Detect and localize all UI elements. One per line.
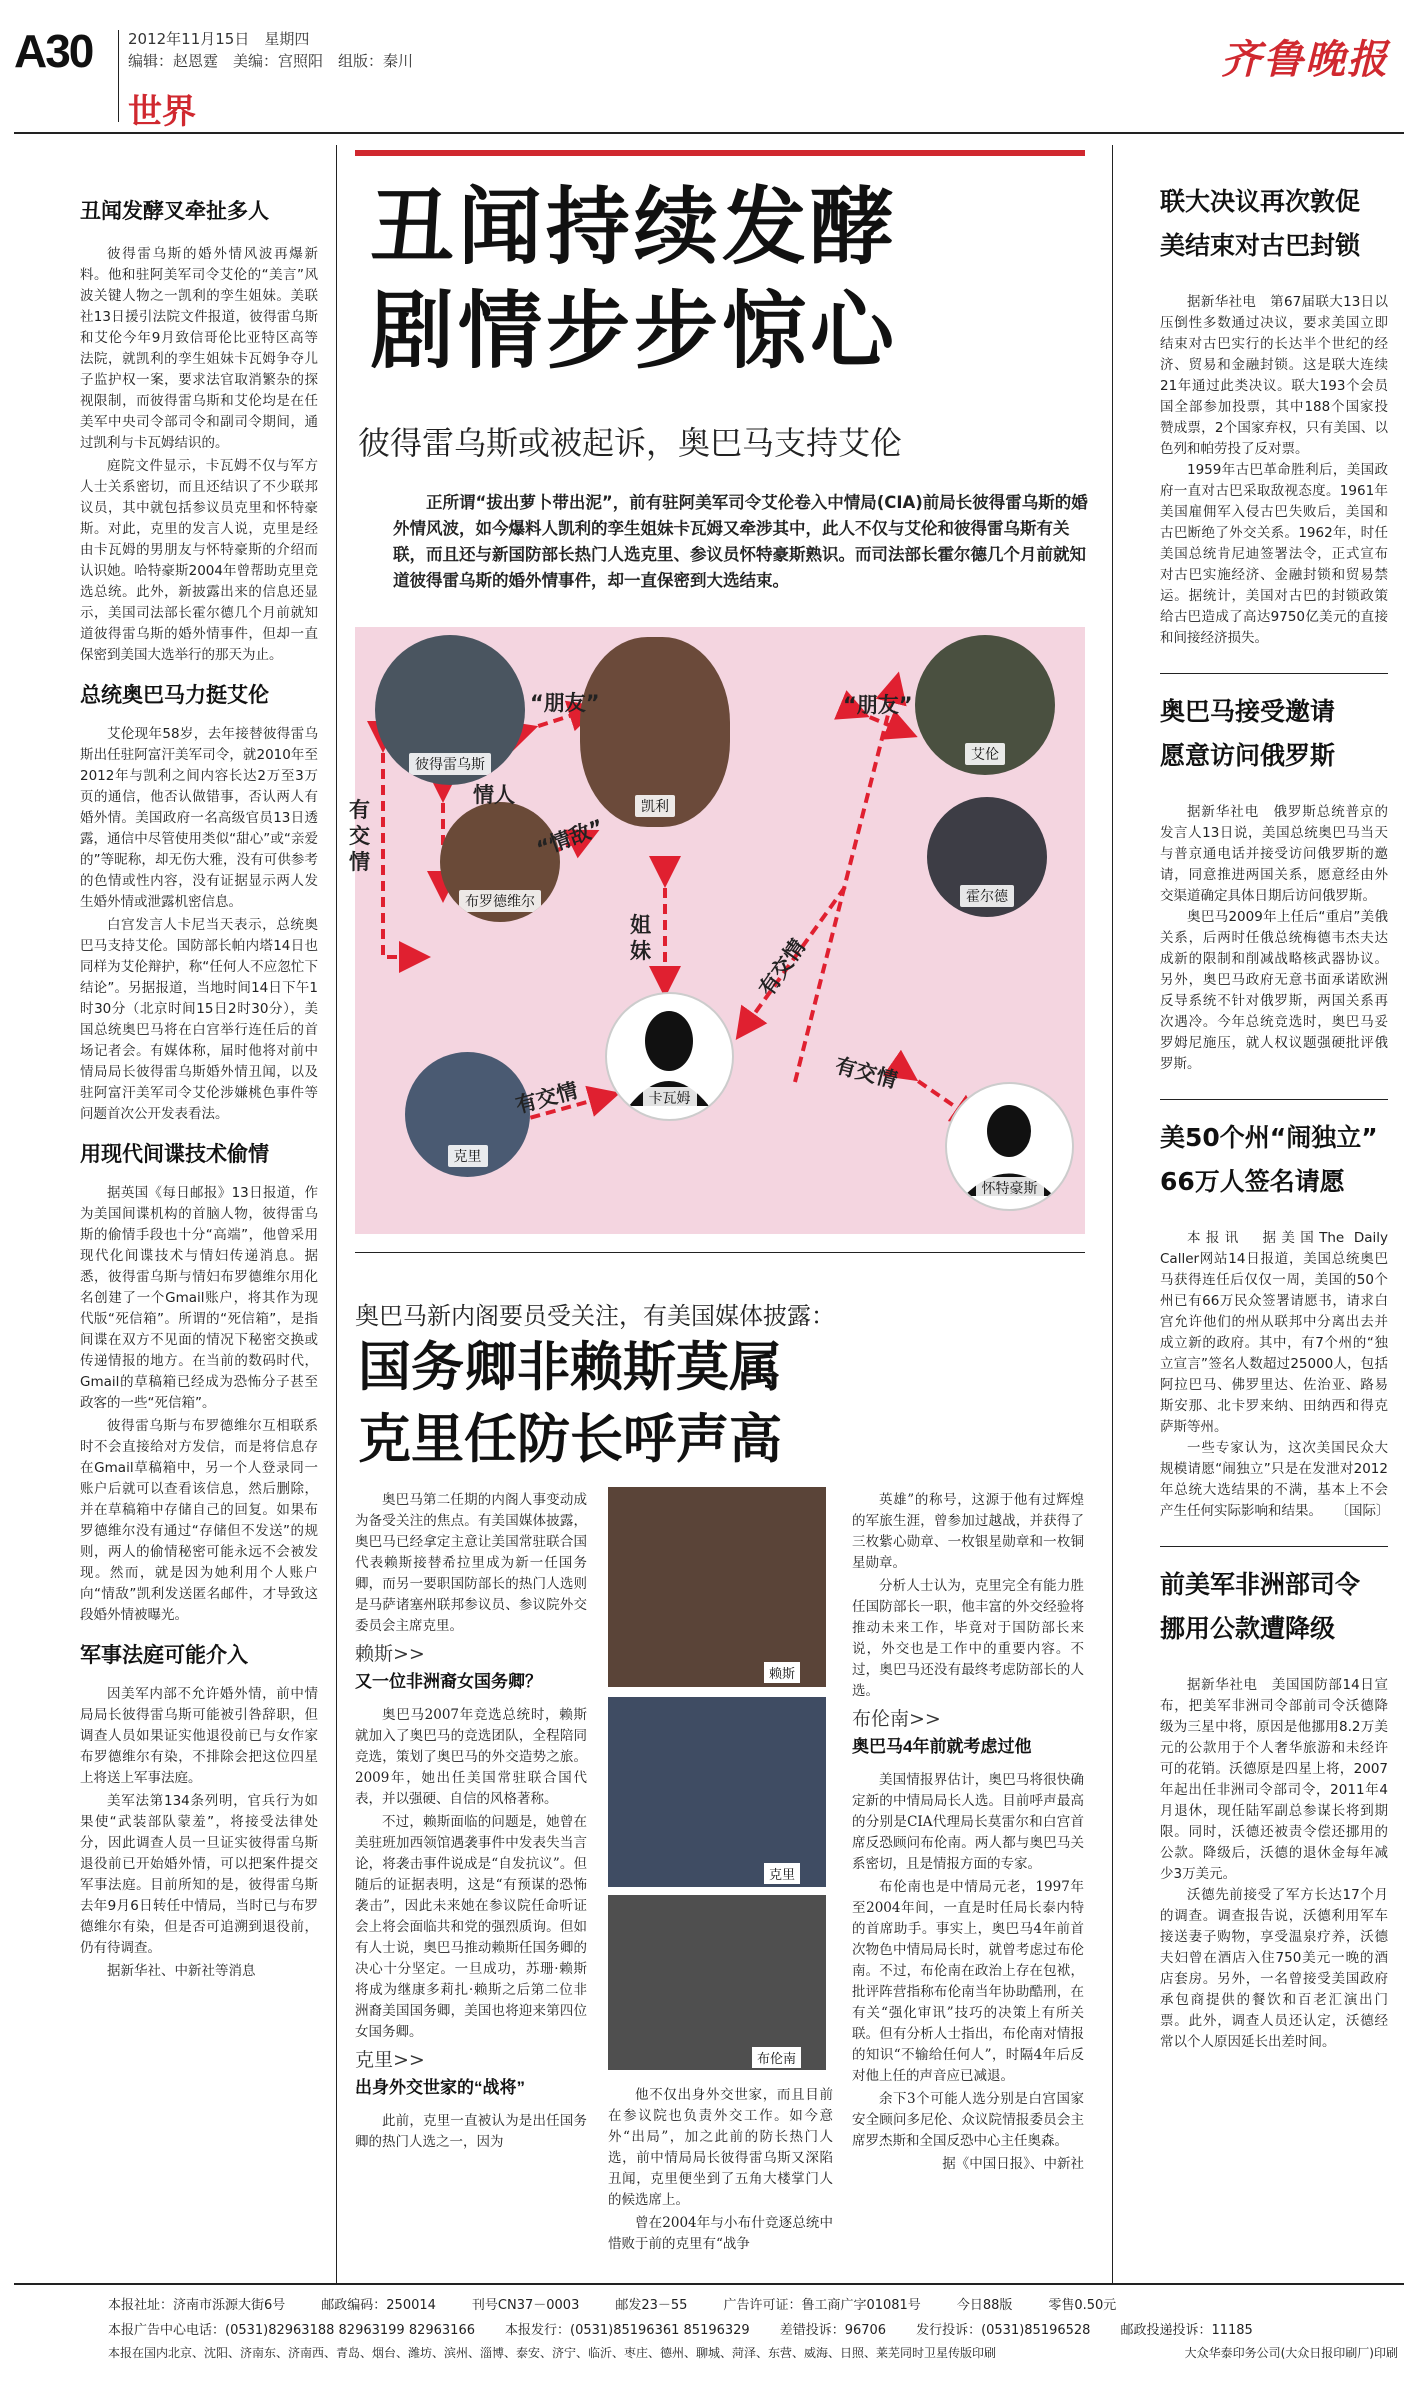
story2-headline [358, 1332, 782, 1476]
portrait-kerry [405, 1052, 530, 1177]
photo-brennan [608, 1895, 826, 2070]
story2-source: 据《中国日报》、中新社 [942, 2156, 1084, 2172]
story2-paragraph: 布伦南也是中情局元老，1997年至2004年间，一直是时任局长泰内特的首席助手。事实上，奥巴马4年前首次物色中情局局长时，就曾考虑过布伦南。不过，布伦南在政治上存在包袱，批评阵营指称布伦南当年协助酷刑，在有关“强化审讯”技巧的决策上有所关联。但有分析人士指出，布伦南对情报的知识“不输给任何人”，时隔4年后反对他上任的声音应已减退。 [852, 1879, 1084, 2084]
story-heading: 军事法庭可能介入 [80, 1643, 248, 1667]
story2-subheading: 出身外交世家的“战将” [355, 2078, 525, 2097]
story2-column-1 [355, 1490, 587, 2155]
label-friend: “朋友” [530, 691, 600, 715]
story-paragraph: 美军法第134条列明，官兵行为如果使“武装部队蒙羞”，将接受法律处分，因此调查人员一旦证实彼得雷乌斯退役前已开始婚外情，可以把案件提交军事法庭。目前所知的是，彼得雷乌斯去年9月6日转任中情局，当时已与布罗德维尔有染，但是否可追溯到退役前，仍有待调查。 [80, 1793, 318, 1956]
story2-column-2 [608, 2085, 833, 2257]
newspaper-logo: 齐鲁晚报 [1221, 37, 1389, 83]
story2-subheading: 又一位非洲裔女国务卿？ [355, 1672, 542, 1691]
label-acquainted: 有交情 [754, 934, 811, 1001]
footer-row-1 [108, 2294, 1408, 2313]
left-story-2 [80, 680, 318, 1125]
footer-issn: 刊号CN37－0003 [471, 2298, 580, 2313]
label-acquainted: 有交情 [349, 798, 370, 874]
side-heading: 联大决议再次敦促 [1160, 187, 1361, 216]
side-heading: 美结束对古巴封锁 [1160, 231, 1361, 260]
story2-paragraph: 奥巴马第二任期的内阁人事变动成为备受关注的焦点。有美国媒体披露，奥巴马已经拿定主意让美国常驻联合国代表赖斯接替希拉里成为新一任国务卿，而另一要职国防部长的热门人选则是马萨诸塞州联邦参议员、参议院外交委员会主席克里。 [355, 1492, 587, 1634]
story-paragraph: 据英国《每日邮报》13日报道，作为美国间谍机构的首脑人物，彼得雷乌斯的偷情手段也十分“高端”，他曾采用现代化间谍技术与情妇传递消息。据悉，彼得雷乌斯与情妇布罗德维尔用化名创建了一个Gmail账户，将其作为现代版“死信箱”。所谓的“死信箱”，是指间谍在双方不见面的情况下秘密交换或传递情报的地方。在当前的数码时代，Gmail的草稿箱已经成为恐怖分子甚至政客的一些“死信箱”。 [80, 1185, 318, 1411]
footer-price: 零售0.50元 [1048, 2298, 1117, 2313]
label-acquainted: 有交情 [513, 1078, 581, 1118]
footer-postal-code: 邮发23－55 [615, 2298, 688, 2313]
caption-brennan: 布伦南 [752, 2047, 801, 2068]
name-khawam: 卡瓦姆 [643, 1087, 697, 1109]
label-lover: 情人 [473, 783, 515, 807]
story-heading: 用现代间谍技术偷情 [80, 1142, 269, 1166]
footer-pages: 今日88版 [956, 2298, 1013, 2313]
person-tag-kerry: 克里>> [355, 2049, 425, 2071]
name-whitehouse: 怀特豪斯 [976, 1177, 1044, 1199]
label-friend: “朋友” [843, 693, 913, 717]
page-number: A30 [14, 25, 93, 77]
right-story-4 [1160, 1563, 1388, 2053]
side-heading: 挪用公款遭降级 [1160, 1614, 1336, 1643]
photo-kerry [608, 1697, 826, 1887]
story2-paragraph: 他不仅出身外交世家，而且目前在参议院也负责外交工作。如今意外“出局”，加之此前的防长热门人选，前中情局局长彼得雷乌斯又深陷丑闻，克里便坐到了五角大楼掌门人的候选席上。 [608, 2087, 833, 2208]
side-heading: 愿意访问俄罗斯 [1160, 741, 1336, 770]
side-paragraph: 据新华社电 美国国防部14日宣布，把美军非洲司令部前司令沃德降级为三星中将，原因是他挪用8.2万美元的公款用于个人奢华旅游和未经许可的花销。沃德原是四星上将，2007年起出任非洲司令部司令，2011年4月退休，现任陆军副总参谋长将到期限。同时，沃德还被责令偿还挪用的公款。降级后，沃德的退休金每年减少3万美元。 [1160, 1677, 1388, 1882]
right-story-3 [1160, 1116, 1388, 1522]
right-column [1160, 180, 1388, 2053]
story-paragraph: 彼得雷乌斯的婚外情风波再爆新料。他和驻阿美军司令艾伦的“美言”风波关键人物之一凯利的孪生姐妹。美联社13日援引法院文件报道，彼得雷乌斯和艾伦今年9月致信哥伦比亚特区高等法院，就凯利的孪生姐妹卡瓦姆争夺儿子监护权一案，要求法官取消繁杂的探视限制，而彼得雷乌斯和艾伦均是在任美军中央司令部司令和副司令期间，通过凯利与卡瓦姆结识的。 [80, 246, 318, 451]
story2-paragraph: 奥巴马2007年竞选总统时，赖斯就加入了奥巴马的竞选团队，全程陪同竞选，策划了奥巴马的外交造势之旅。2009年，她出任美国常驻联合国代表，并以强硬、自信的风格著称。 [355, 1707, 587, 1807]
left-story-4 [80, 1640, 318, 1982]
side-heading: 奥巴马接受邀请 [1160, 697, 1336, 726]
label-rival: “情敌” [533, 814, 607, 862]
footer-address: 本报社址：济南市泺源大街6号 [108, 2298, 286, 2313]
header-divider [118, 30, 119, 122]
caption-rice: 赖斯 [764, 1662, 800, 1683]
column-rule-left [336, 145, 337, 2285]
footer-printer: 大众华泰印务公司(大众日报印刷厂)印刷 [1184, 2346, 1398, 2360]
footer-ad-license: 广告许可证：鲁工商广字01081号 [723, 2298, 921, 2313]
photo-rice [608, 1487, 826, 1687]
headline-line-2: 剧情步步惊心 [370, 282, 899, 380]
side-paragraph: 据新华社电 第67届联大13日以压倒性多数通过决议，要求美国立即结束对古巴实行的长达半个世纪的经济、贸易和金融封锁。这是联大连续21年通过此类决议。联大193个会员国全部参加投票，其中188个国家投赞成票，2个国家弃权，只有美国、以色列和帕劳投了反对票。 [1160, 294, 1388, 457]
story-paragraph: 白宫发言人卡尼当天表示，总统奥巴马支持艾伦。国防部长帕内塔14日也同样为艾伦辩护，称“任何人不应忽忙下结论”。另据报道，当地时间14日下午1时30分（北京时间15日2时30分），美国总统奥巴马将在白宫举行连任后的首场记者会。有媒体称，届时他将对前中情局局长彼得雷乌斯婚外情丑闻，以及驻阿富汗美军司令艾伦涉嫌桃色事件等问题首次公开发表看法。 [80, 917, 318, 1122]
story2-column-3 [852, 1490, 1084, 2177]
footer-distribution-complaint: 发行投诉：(0531)85196528 [916, 2323, 1091, 2338]
story-heading: 丑闻发酵叉牵扯多人 [80, 199, 269, 223]
story2-paragraph: 曾在2004年与小布什竞逐总统中惜败于前的克里有“战争 [608, 2215, 833, 2252]
story-divider [355, 1252, 1085, 1253]
side-paragraph: 一些专家认为，这次美国民众大规模请愿“闹独立”只是在发泄对2012年总统大选结果的不满，基本上不会产生任何实际影响和结果。 〔国际〕 [1160, 1440, 1390, 1519]
header-rule [14, 132, 1404, 134]
footer-rule [14, 2283, 1404, 2285]
side-paragraph: 据新华社电 俄罗斯总统普京的发言人13日说，美国总统奥巴马当天与普京通电话并接受访问俄罗斯的邀请，同意推进两国关系，愿意经由外交渠道确定具体日期后访问俄罗斯。 [1160, 804, 1388, 904]
name-kelley: 凯利 [635, 795, 675, 817]
story-paragraph: 彼得雷乌斯与布罗德维尔互相联系时不会直接给对方发信，而是将信息存在Gmail草稿箱中，另一个人登录同一账户后就可以查看该信息，然后删除，并在草稿箱中存储自己的回复。如果布罗德维尔没有通过“存储但不发送”的规则，两人的偷情秘密可能永远不会被发现。然而，就是因为她利用个人账户向“情敌”凯利发送匿名邮件，才导致这段婚外情被曝光。 [80, 1418, 318, 1623]
story2-paragraph: 此前，克里一直被认为是出任国务卿的热门人选之一，因为 [355, 2113, 587, 2150]
person-tag-rice: 赖斯>> [355, 1643, 425, 1665]
side-divider [1160, 1546, 1388, 1547]
side-paragraph: 沃德先前接受了军方长达17个月的调查。调查报告说，沃德利用军车接送妻子购物，享受温泉疗养，沃德夫妇曾在酒店入住750美元一晚的酒店套房。另外，一名曾接受美国政府承包商提供的餐饮和百老汇演出门票。此外，调查人员还认定，沃德经常以个人原因延长出差时间。 [1160, 1887, 1388, 2050]
footer-postcode: 邮政编码：250014 [321, 2298, 436, 2313]
portrait-kelley [580, 637, 730, 827]
portrait-allen [915, 635, 1055, 775]
person-tag-brennan: 布伦南>> [852, 1708, 941, 1730]
story2-paragraph: 英雄”的称号，这源于他有过辉煌的军旅生涯，曾参加过越战，并获得了三枚紫心勋章、一枚银星勋章和一枚铜星勋章。 [852, 1492, 1084, 1571]
column-rule-right [1112, 145, 1113, 2285]
story2-paragraph: 分析人士认为，克里完全有能力胜任国防部长一职，他丰富的外交经验将推动未来工作，毕竟对于国防部长来说，外交也是工作中的重要内容。不过，奥巴马还没有最终考虑防部长的人选。 [852, 1578, 1084, 1699]
arrow-allen-khawam [795, 687, 895, 1082]
story2-headline-line-2: 克里任防长呼声高 [358, 1409, 782, 1470]
main-lead: 正所谓“拔出萝卜带出泥”，前有驻阿美军司令艾伦卷入中情局(CIA)前局长彼得雷乌斯的婚外情风波，如今爆料人凯利的孪生姐妹卡瓦姆又牵涉其中，此人不仅与艾伦和彼得雷乌斯有关联，而且还与新国防部长热门人选克里、参议员怀特豪斯熟识。而司法部长霍尔德几个月前就知道彼得雷乌斯的婚外情事件，却一直保密到大选结束。 [393, 493, 1088, 590]
right-story-1 [1160, 180, 1388, 649]
story-heading: 总统奥巴马力挺艾伦 [80, 683, 269, 707]
name-petraeus: 彼得雷乌斯 [409, 753, 491, 775]
side-heading: 66万人签名请愿 [1160, 1167, 1345, 1196]
footer [108, 2294, 1408, 2361]
story2-headline-line-1: 国务卿非赖斯莫属 [358, 1337, 782, 1398]
name-broadwell: 布罗德维尔 [459, 890, 541, 912]
story2-paragraph: 不过，赖斯面临的问题是，她曾在美驻班加西领馆遇袭事件中发表失当言论，将袭击事件说成是“自发抗议”。但随后的证据表明，这是“有预谋的恐怖袭击”，因此未来她在参议院任命听证会上将会面临共和党的强烈质询。但如有人士说，奥巴马推动赖斯任国务卿的决心十分坚定。一旦成功，苏珊·赖斯将成为继康多莉扎·赖斯之后第二位非洲裔美国国务卿，美国也将迎来第四位女国务卿。 [355, 1814, 587, 2040]
section-title: 世界 [128, 92, 196, 132]
side-heading: 前美军非洲部司令 [1160, 1570, 1361, 1599]
story-paragraph: 庭院文件显示，卡瓦姆不仅与军方人士关系密切，而且还结识了不少联邦议员，其中就包括参议员克里和怀特豪斯。对此，克里的发言人说，克里是经由卡瓦姆的男朋友与怀特豪斯的介绍而认识她。哈特豪斯2004年曾帮助克里竞选总统。此外，新披露出来的信息还显示，美国司法部长霍尔德几个月前就知道彼得雷乌斯的婚外情事件，但却一直保密到美国大选举行的那天为止。 [80, 458, 318, 663]
story2-kicker: 奥巴马新内阁要员受关注，有美国媒体披露： [355, 1302, 835, 1330]
story-paragraph: 艾伦现年58岁，去年接替彼得雷乌斯出任驻阿富汗美军司令，就2010年至2012年与凯利之间内容长达2万至3万页的通信，他否认做错事，否认两人有婚外情。美国政府一名高级官员13日透露，通信中尽管使用类似“甜心”或“亲爱的”等昵称，却无伤大雅，没有可供参考的色情或性内容，没有证据显示两人发生婚外情或泄露机密信息。 [80, 726, 318, 910]
story2-subheading: 奥巴马4年前就考虑过他 [852, 1737, 1032, 1756]
footer-ad-phone: 本报广告中心电话：(0531)82963188 82963199 82963166 [108, 2323, 475, 2338]
story-source: 据新华社、中新社等消息 [107, 1963, 256, 1979]
story2-paragraph: 美国情报界估计，奥巴马将很快确定新的中情局局长人选。目前呼声最高的分别是CIA代理局长莫雷尔和白宫首席反恐顾问布伦南。两人都与奥巴马关系密切，且是情报方面的专家。 [852, 1772, 1084, 1872]
headline-line-1: 丑闻持续发酵 [370, 178, 899, 276]
footer-row-2 [108, 2319, 1408, 2338]
main-subheadline: 彼得雷乌斯或被起诉，奥巴马支持艾伦 [358, 424, 903, 462]
footer-error-complaint: 差错投诉：96706 [779, 2323, 887, 2338]
left-story-1 [80, 196, 318, 666]
portrait-whitehouse [945, 1082, 1074, 1211]
name-allen: 艾伦 [965, 743, 1005, 765]
editors-credit: 编辑：赵恩霆 美编：宫照阳 组版：秦川 [128, 52, 414, 70]
footer-print-sites: 本报在国内北京、沈阳、济南东、济南西、青岛、烟台、潍坊、滨州、淄博、泰安、济宁、临沂、枣庄、德州、聊城、菏泽、东营、威海、日照、莱芜同时卫星传版印刷 [108, 2346, 997, 2360]
headline-red-bar [355, 150, 1085, 156]
label-acquainted: 有交情 [832, 1053, 900, 1093]
side-paragraph: 1959年古巴革命胜利后，美国政府一直对古巴采取敌视态度。1961年美国雇佣军入侵古巴失败后，美国和古巴断绝了外交关系。1962年，时任美国总统肯尼迪签署法令，正式宣布对古巴实施经济、金融封锁和贸易禁运。据统计，美国对古巴的封锁政策给古巴造成了高达9750亿美元的直接和间接经济损失。 [1160, 462, 1388, 646]
caption-kerry: 克里 [764, 1863, 800, 1884]
story-paragraph: 因美军内部不允许婚外情，前中情局局长彼得雷乌斯可能被引咎辞职，但调查人员如果证实他退役前已与女作家布罗德维尔有染，不排除会把这位四星上将送上军事法庭。 [80, 1686, 318, 1786]
side-heading: 美50个州“闹独立” [1160, 1123, 1378, 1152]
label-sister: 姐妹 [630, 913, 651, 963]
footer-distribution: 本报发行：(0531)85196361 85196329 [505, 2323, 750, 2338]
footer-row-3 [108, 2344, 1398, 2361]
right-story-2 [1160, 690, 1388, 1075]
side-divider [1160, 673, 1388, 674]
footer-post-complaint: 邮政投递投诉：11185 [1120, 2323, 1253, 2338]
portrait-khawam [605, 992, 734, 1121]
left-story-3 [80, 1139, 318, 1626]
portrait-holder [927, 797, 1047, 917]
left-column [80, 196, 318, 1984]
side-paragraph: 本报讯 据美国The Daily Caller网站14日报道，美国总统奥巴马获得连任后仅仅一周，美国的50个州已有66万民众签署请愿书，请求白宫允许他们的州从联邦中分离出去并成立新的政府。其中，有7个州的“独立宣言”签名人数超过25000人，包括阿拉巴马、佛罗里达、佐治亚、路易斯安那、北卡罗来纳、田纳西和得克萨斯等州。 [1160, 1230, 1388, 1435]
side-divider [1160, 1099, 1388, 1100]
relationship-diagram [349, 627, 1085, 1234]
name-kerry: 克里 [448, 1145, 488, 1167]
portrait-petraeus [375, 635, 525, 785]
issue-date: 2012年11月15日 星期四 [128, 30, 310, 48]
side-paragraph: 奥巴马2009年上任后“重启”美俄关系，后两时任俄总统梅德韦杰夫达成新的限制和削减战略核武器协议。另外，奥巴马政府无意书面承诺欧洲反导系统不针对俄罗斯，两国关系再次遇冷。今年总统竞选时，奥巴马妥罗姆尼施压，就人权议题强硬批评俄罗斯。 [1160, 909, 1388, 1072]
story2-paragraph: 余下3个可能人选分别是白宫国家安全顾问多尼伦、众议院情报委员会主席罗杰斯和全国反恐中心主任奥森。 [852, 2091, 1084, 2149]
name-holder: 霍尔德 [960, 885, 1014, 907]
main-headline [370, 175, 898, 383]
